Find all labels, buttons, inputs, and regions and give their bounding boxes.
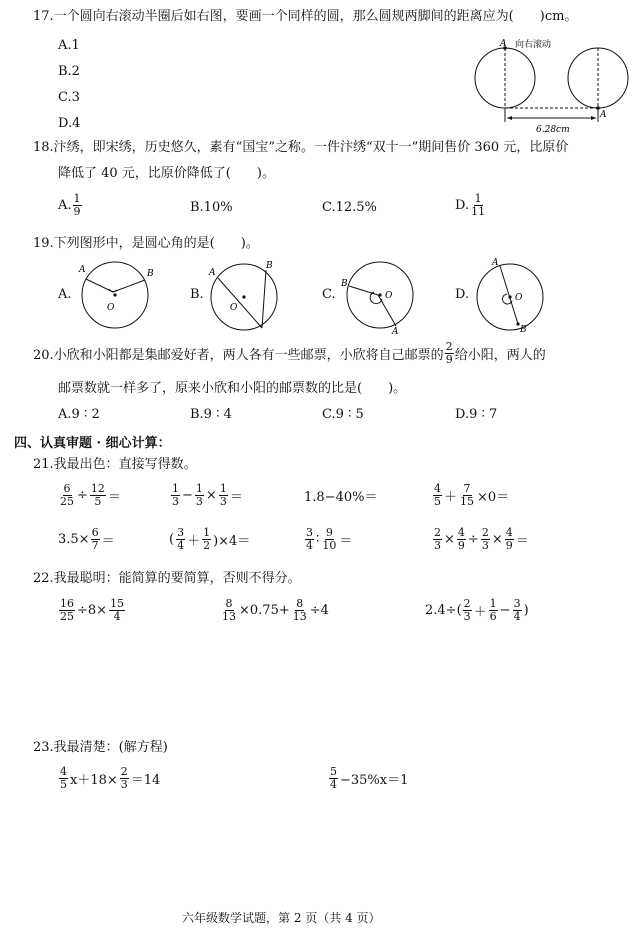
- q17-distance-label: 6.28cm: [536, 125, 570, 135]
- svg-text:B: B: [341, 279, 348, 289]
- q19-stem: 19.下列图形中，是圆心角的是( )。: [33, 236, 259, 251]
- q21-expr-6: ( $\frac{3}{4}$ ＋ $\frac{1}{2}$ )×4＝: [169, 526, 251, 552]
- q17-option-b: B.2: [58, 64, 80, 79]
- q18-option-b: B.10%: [190, 200, 233, 215]
- svg-text:A: A: [392, 327, 399, 336]
- svg-text:A: A: [492, 258, 499, 268]
- q21-expr-2: $\frac{1}{3}$ − $\frac{1}{3}$ × $\frac{1}{3}$ ＝: [172, 482, 243, 508]
- q19-option-b: B.: [190, 287, 204, 302]
- q18-option-a: A. $\frac{1}{9}$: [58, 192, 81, 218]
- q21-expr-5: 3.5× $\frac{6}{7}$ ＝: [58, 526, 115, 552]
- q18-line1: 18.汴绣，即宋绣，历史悠久，素有“国宝”之称。一件汴绣“双十一”期间售价 360 元，比原价: [33, 140, 569, 155]
- svg-text:O: O: [230, 303, 238, 313]
- q19-figure-a: [76, 258, 156, 332]
- q17-rolling-label: 向右滚动: [515, 40, 552, 50]
- q17-option-d: D.4: [58, 116, 81, 131]
- q17-option-c: C.3: [58, 90, 80, 105]
- q19-option-c: C.: [322, 287, 336, 302]
- q22-expr-1: $\frac{16}{25}$ ÷8× $\frac{15}{4}$: [60, 597, 125, 623]
- q21-expr-7: $\frac{3}{4}$ ∶ $\frac{9}{10}$ ＝: [306, 526, 353, 552]
- q21-expr-4: $\frac{4}{5}$ ＋ $\frac{7}{15}$ ×0＝: [434, 482, 510, 508]
- q22-expr-3: 2.4÷( $\frac{2}{3}$ ＋ $\frac{1}{6}$ − $\frac{3}{4}$ ): [425, 597, 529, 623]
- q20-option-c: C.9 ∶ 5: [322, 407, 364, 422]
- q20-line1: 20.小欣和小阳都是集邮爱好者，两人各有一些邮票，小欣将自己邮票的 $\frac{2}{9}$ 给小阳，两人的: [33, 340, 546, 366]
- svg-text:O: O: [385, 291, 393, 301]
- page-footer: 六年级数学试题，第 2 页（共 4 页）: [182, 911, 381, 925]
- q17-option-a: A.1: [58, 38, 80, 53]
- svg-text:B: B: [520, 325, 527, 335]
- q20-option-a: A.9 ∶ 2: [58, 407, 100, 422]
- q19-figure-b: [206, 258, 286, 334]
- q20-option-b: B.9 ∶ 4: [190, 407, 232, 422]
- q20-option-d: D.9 ∶ 7: [455, 407, 498, 422]
- q21-stem: 21.我最出色：直接写得数。: [33, 457, 197, 472]
- svg-text:A: A: [209, 268, 216, 278]
- q19-figure-c: [338, 258, 418, 336]
- q22-expr-2: $\frac{8}{13}$ ×0.75+ $\frac{8}{13}$ ÷4: [222, 597, 329, 623]
- q23-equation-1: $\frac{4}{5}$ x＋18× $\frac{2}{3}$ ＝14: [60, 765, 161, 791]
- q17-point-a-bottom: A: [600, 110, 607, 120]
- q17-point-a-top: A: [500, 39, 507, 49]
- q19-figure-d: [470, 256, 550, 336]
- svg-text:B: B: [147, 269, 154, 279]
- q18-option-c: C.12.5%: [322, 200, 377, 215]
- q18-line2: 降低了 40 元，比原价降低了( )。: [58, 166, 275, 181]
- svg-text:B: B: [266, 261, 273, 271]
- svg-text:O: O: [515, 293, 523, 303]
- section-4-heading: 四、认真审题 · 细心计算：: [14, 436, 171, 451]
- q19-option-a: A.: [58, 287, 72, 302]
- q21-expr-1: $\frac{6}{25}$ ÷ $\frac{12}{5}$ ＝: [60, 482, 121, 508]
- q21-expr-8: $\frac{2}{3}$ × $\frac{4}{9}$ ÷ $\frac{2}{3}$ × $\frac{4}{9}$ ＝: [434, 526, 529, 552]
- q21-expr-3: 1.8−40%＝: [304, 490, 378, 505]
- q18-option-d: D. $\frac{1}{11}$: [455, 192, 486, 218]
- q23-equation-2: $\frac{5}{4}$ −35%x＝1: [330, 765, 409, 791]
- q23-stem: 23.我最清楚：(解方程): [33, 740, 168, 755]
- svg-text:A: A: [79, 265, 86, 275]
- svg-text:O: O: [107, 303, 115, 313]
- q17-stem: 17.一个圆向右滚动半圈后如右图，要画一个同样的圆，那么圆规两脚间的距离应为( )cm。: [33, 9, 578, 24]
- q22-stem: 22.我最聪明：能简算的要简算，否则不得分。: [33, 571, 301, 586]
- q17-rolling-circle-figure: [470, 36, 640, 136]
- q20-line2: 邮票数就一样多了，原来小欣和小阳的邮票数的比是( )。: [58, 381, 407, 396]
- q19-option-d: D.: [455, 287, 470, 302]
